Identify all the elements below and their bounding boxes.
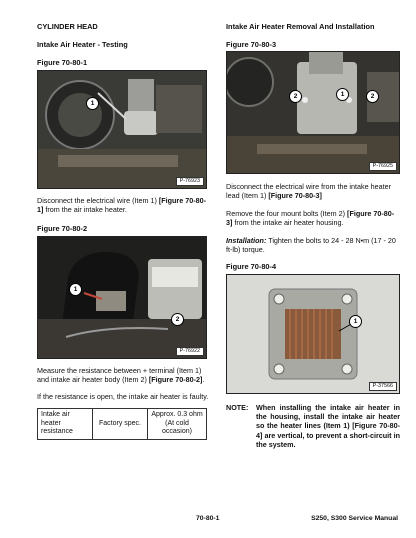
installation-label: Installation: <box>226 236 267 245</box>
section-title: CYLINDER HEAD <box>37 22 98 31</box>
note-text: When installing the intake air heater in the housing, install the intake air heater so the heater lines (Item 1) [Figure 70-80-4] are vertical, to prevent a short-circuit in the system. <box>256 403 400 449</box>
figure-70-80-4-photo <box>226 274 400 394</box>
figure-reference: [Figure 70-80-3] <box>226 209 395 228</box>
table-row <box>38 409 207 440</box>
figure-reference: [Figure 70-80-3] <box>268 191 322 201</box>
page-number: 70-80-1 <box>196 515 220 522</box>
figure-70-80-3-photo <box>226 51 400 174</box>
paragraph-disconnect-lead: Disconnect the electrical wire from the intake heater lead (Item 1) [Figure 70-80-3] <box>226 182 391 201</box>
paragraph-installation-torque: Installation: Tighten the bolts to 24 - 28 N•m (17 - 20 ft-lb) torque. <box>226 236 396 255</box>
spec-value-cell: Approx. 0.3 ohm (At cold occasion) <box>148 409 207 440</box>
figure-70-80-2-photo <box>37 236 207 359</box>
callout-item-1: 1 <box>336 88 349 101</box>
photo-code: P-76922 <box>176 347 204 356</box>
subsection-title-removal: Intake Air Heater Removal And Installation <box>226 22 375 31</box>
figure-label-70-80-3: Figure 70-80-3 <box>226 40 277 49</box>
figure-70-80-1-photo <box>37 70 207 189</box>
callout-item-1: 1 <box>69 283 82 296</box>
callout-item-1: 1 <box>349 315 362 328</box>
spec-type-cell: Factory spec. <box>93 409 148 440</box>
subsection-title-testing: Intake Air Heater - Testing <box>37 40 128 49</box>
paragraph-measure-resistance: Measure the resistance between + terminal (Item 1) and intake air heater body (Item 2) [Figure 70-80-2]. <box>37 366 205 385</box>
callout-item-2: 2 <box>289 90 302 103</box>
manual-title: S250, S300 Service Manual <box>311 515 398 522</box>
spec-table <box>37 408 207 440</box>
photo-code: P-76923 <box>176 177 204 186</box>
callout-item-1: 1 <box>86 97 99 110</box>
spec-item-cell: Intake air heater resistance <box>38 409 93 440</box>
figure-reference: [Figure 70-80-2] <box>148 375 203 385</box>
paragraph-remove-bolts: Remove the four mount bolts (Item 2) [Figure 70-80-3] from the intake air heater housing. <box>226 209 395 228</box>
paragraph-disconnect-wire: Disconnect the electrical wire (Item 1) [Figure 70-80-1] from the air intake heater. <box>37 196 206 215</box>
callout-item-2: 2 <box>171 313 184 326</box>
photo-code: P-37566 <box>369 382 397 391</box>
figure-label-70-80-2: Figure 70-80-2 <box>37 224 88 233</box>
note-label: NOTE: <box>226 403 249 412</box>
figure-reference: [Figure 70-80-1] <box>37 196 206 215</box>
photo-code: P-76925 <box>369 162 397 171</box>
figure-label-70-80-4: Figure 70-80-4 <box>226 262 277 271</box>
callout-item-2: 2 <box>366 90 379 103</box>
paragraph-heater-faulty: If the resistance is open, the intake air heater is faulty. <box>37 392 209 401</box>
figure-label-70-80-1: Figure 70-80-1 <box>37 58 88 67</box>
